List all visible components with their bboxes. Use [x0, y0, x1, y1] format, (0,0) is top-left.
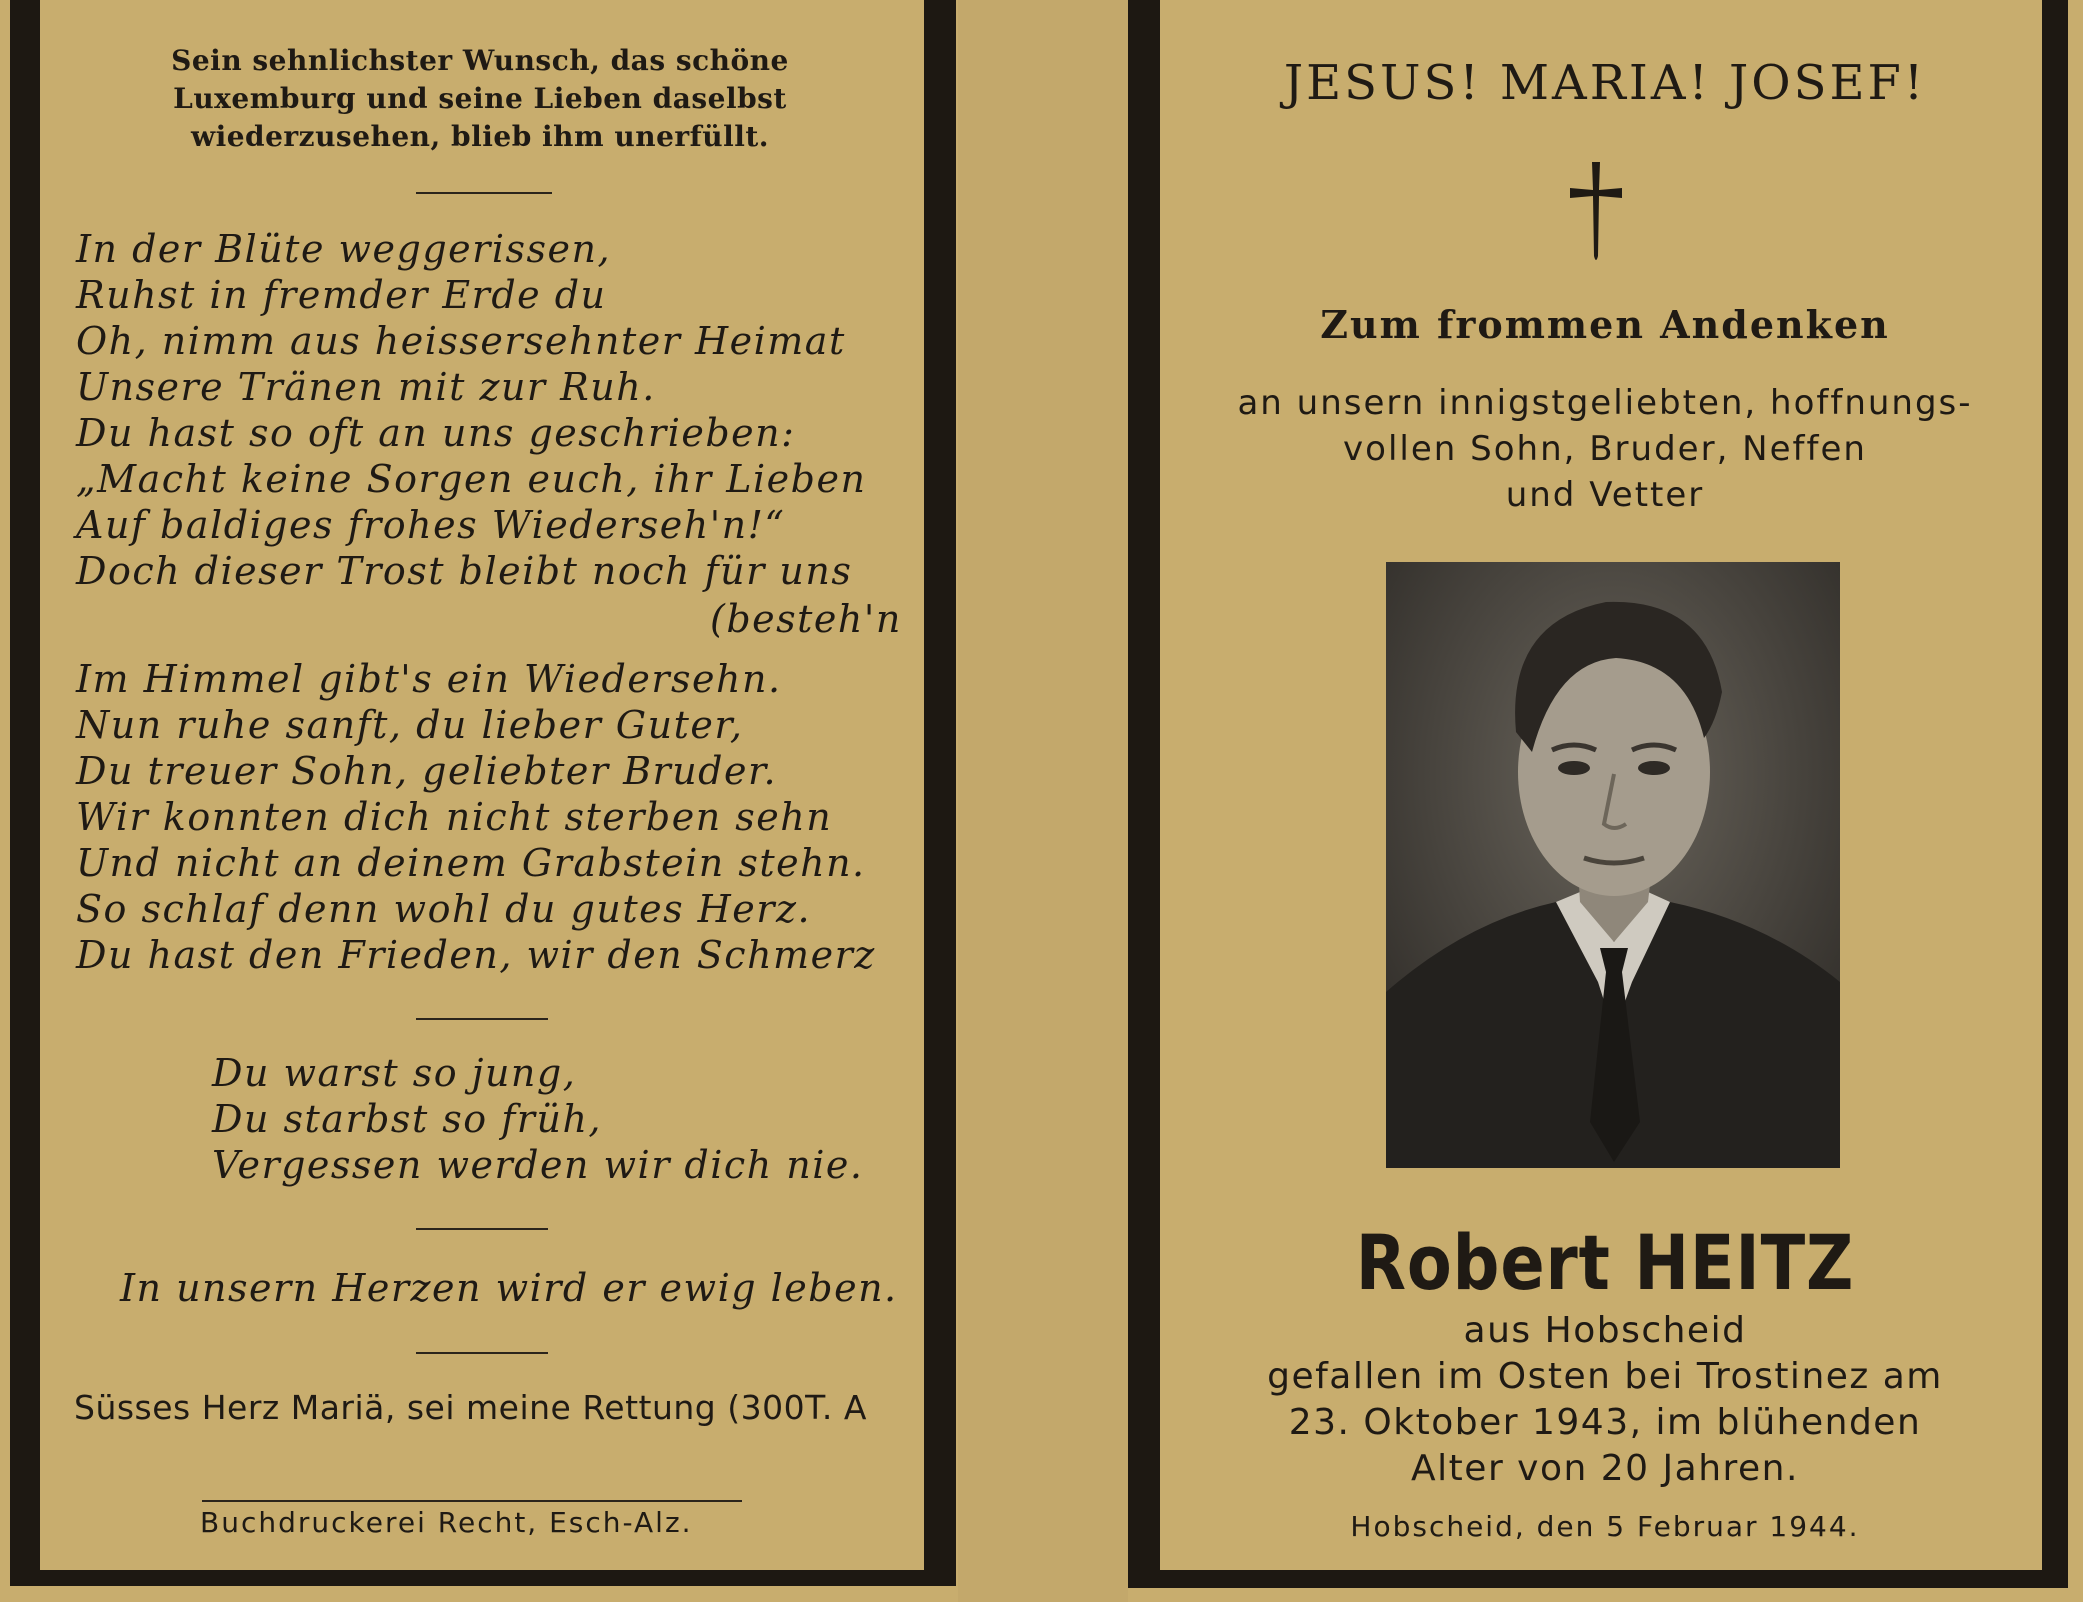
dedication-text	[1170, 380, 2040, 518]
divider	[416, 1018, 548, 1020]
poem-line: Wir konnten dich nicht sterben sehn	[76, 795, 833, 839]
poem-line: Du starbst so früh,	[212, 1097, 603, 1141]
last-wish-text	[130, 42, 830, 156]
deceased-name: Robert HEITZ	[1355, 1218, 1855, 1307]
divider	[416, 1228, 548, 1230]
poem-line: Du warst so jung,	[212, 1051, 577, 1095]
prayer-line: Süsses Herz Mariä, sei meine Rettung (300T. A	[74, 1388, 867, 1427]
details-line: Alter von 20 Jahren.	[1411, 1448, 1799, 1489]
wish-line: Sein sehnlichster Wunsch, das schöne	[171, 44, 789, 77]
poem-stanza-1	[76, 226, 866, 594]
poem-line: Im Himmel gibt's ein Wiedersehn.	[76, 657, 782, 701]
memorial-title: Zum frommen Andenken	[1320, 302, 1890, 347]
poem-line: Doch dieser Trost bleibt noch für uns	[76, 549, 853, 593]
poem-line: So schlaf denn wohl du gutes Herz.	[76, 887, 812, 931]
poem-line: Du hast so oft an uns geschrieben:	[76, 411, 796, 455]
divider	[416, 192, 552, 194]
place-date-line: Hobscheid, den 5 Februar 1944.	[1350, 1510, 1860, 1543]
poem-line: Du treuer Sohn, geliebter Bruder.	[76, 749, 778, 793]
divider	[416, 1352, 548, 1354]
poem-stanza-3	[212, 1050, 863, 1188]
dedication-line: an unsern innigstgeliebten, hoffnungs-	[1237, 383, 1973, 423]
poem-line: Vergessen werden wir dich nie.	[212, 1143, 864, 1187]
printer-imprint: Buchdruckerei Recht, Esch-Alz.	[200, 1506, 693, 1539]
portrait-photo	[1386, 562, 1840, 1168]
details-line: gefallen im Osten bei Trostinez am	[1267, 1356, 1943, 1397]
poem-line: „Macht keine Sorgen euch, ihr Lieben	[76, 457, 867, 501]
wish-line: wiederzusehen, blieb ihm unerfüllt.	[190, 120, 770, 153]
poem-line: Oh, nimm aus heissersehnter Heimat	[76, 319, 846, 363]
poem-line: Ruhst in fremder Erde du	[76, 273, 607, 317]
invocation-header: JESUS! MARIA! JOSEF!	[1283, 55, 1927, 111]
dedication-line: und Vetter	[1505, 475, 1705, 515]
printer-rule	[202, 1500, 742, 1502]
closing-line: In unsern Herzen wird er ewig leben.	[120, 1266, 898, 1310]
poem-line-continuation: (besteh'n	[710, 597, 902, 641]
poem-line: Unsere Tränen mit zur Ruh.	[76, 365, 656, 409]
wish-line: Luxemburg und seine Lieben daselbst	[173, 82, 787, 115]
poem-line: Du hast den Frieden, wir den Schmerz	[76, 933, 876, 977]
dedication-line: vollen Sohn, Bruder, Neffen	[1343, 429, 1867, 469]
poem-line: Auf baldiges frohes Wiederseh'n!“	[76, 503, 786, 547]
poem-line: Und nicht an deinem Grabstein stehn.	[76, 841, 866, 885]
poem-line: Nun ruhe sanft, du lieber Guter,	[76, 703, 744, 747]
death-details	[1170, 1308, 2040, 1492]
details-line: aus Hobscheid	[1463, 1310, 1747, 1351]
latin-cross-icon	[1566, 160, 1626, 264]
details-line: 23. Oktober 1943, im blühenden	[1288, 1402, 1922, 1443]
poem-line: In der Blüte weggerissen,	[76, 227, 612, 271]
card-fold-gutter	[958, 0, 1128, 1602]
poem-stanza-2	[76, 656, 876, 978]
